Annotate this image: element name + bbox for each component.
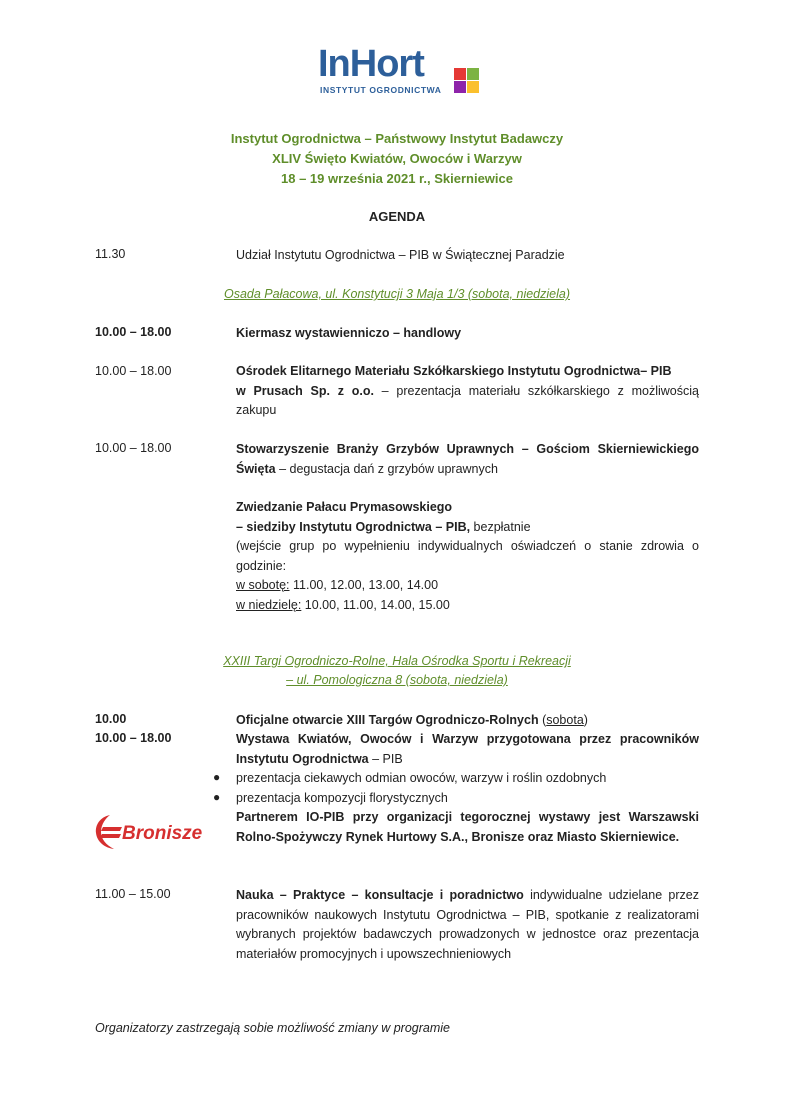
footer-note: Organizatorzy zastrzegają sobie możliwość zmiany w programie [95, 1021, 450, 1035]
item6-rest: – PIB [368, 751, 403, 766]
inhort-logo [318, 44, 488, 100]
item4-sat-hours: 11.00, 12.00, 13.00, 14.00 [289, 578, 439, 592]
bronisze-text: Bronisze [122, 823, 203, 844]
item5-paren-close: ) [583, 713, 588, 727]
item5-paren-open: ( [538, 713, 547, 727]
logo-subtitle: INSTYTUT OGRODNICTWA [320, 85, 442, 95]
item6-bold: Wystawa Kwiatów, Owoców i Warzyw przygotowana przez pracowników Instytutu Ogrodnictwa [236, 732, 699, 766]
item5-text [236, 711, 699, 731]
item6-partner: Partnerem IO-PIB przy organizacji tegorocznej wystawy jest Warszawski Rolno-Spożywczy Rynek Hurtowy S.A., Bronisze oraz Miasto Skierniewice. [236, 810, 699, 844]
item3-time: 10.00 – 18.00 [95, 441, 172, 455]
item7-bold: Nauka – Praktyce – konsultacje i poradnictwo [236, 888, 524, 902]
bullet-icon: ● [213, 770, 221, 784]
item1-text: Kiermasz wystawienniczo – handlowy [236, 326, 462, 340]
agenda-title: AGENDA [368, 209, 426, 224]
item7-time: 11.00 – 15.00 [95, 887, 171, 901]
item2-bold-line2: w Prusach Sp. z o.o. [236, 383, 374, 398]
item5-time: 10.00 [95, 712, 127, 726]
logo-squares-icon [454, 68, 480, 94]
item2-text [236, 362, 699, 421]
item0-text: Udział Instytutu Ogrodnictwa – PIB w Świątecznej Paradzie [236, 248, 565, 262]
item5-day: sobota [546, 713, 584, 727]
bullet-icon: ● [213, 790, 221, 804]
item4-line3: (wejście grup po wypełnieniu indywidualnych oświadczeń o stanie zdrowia o godzinie: [236, 539, 699, 573]
location2-line2: – ul. Pomologiczna 8 (sobota, niedziela) [286, 673, 508, 687]
item6-bullet-2: prezentacja kompozycji florystycznych [236, 791, 448, 805]
item2-time: 10.00 – 18.00 [95, 364, 172, 378]
item4-sat-label: w sobotę: [236, 578, 290, 592]
item2-bold-line1: Ośrodek Elitarnego Materiału Szkółkarskiego Instytutu Ogrodnictwa– PIB [236, 364, 672, 378]
bronisze-logo [94, 812, 220, 852]
item6-time: 10.00 – 18.00 [95, 731, 172, 745]
item3-text [236, 440, 699, 479]
item7-text [236, 886, 699, 964]
item2-rest: – prezentacja materiału szkółkarskiego z możliwością zakupu [236, 383, 699, 417]
item4-text [236, 498, 699, 615]
item4-sun-label: w niedzielę: [236, 597, 302, 612]
item3-rest: – degustacja dań z grzybów uprawnych [275, 461, 498, 476]
item7-rest: indywidualne udzielane przez pracowników naukowych Instytutu Ogrodnictwa – PIB, spotkanie z realizatorami wybranych projektów badawczych prowadzonych w jednostce oraz prezentacja materiałów promocyjnych i upowszechnieniowych [236, 888, 699, 961]
item4-sun-hours: 10.00, 11.00, 14.00, 15.00 [301, 597, 450, 612]
header-line1: Instytut Ogrodnictwa – Państwowy Instytut Badawczy [230, 131, 564, 146]
item0-time: 11.30 [95, 247, 126, 261]
item5-bold: Oficjalne otwarcie XIII Targów Ogrodniczo-Rolnych [236, 713, 539, 727]
header-line2: XLIV Święto Kwiatów, Owoców i Warzyw [272, 151, 522, 166]
item1-time: 10.00 – 18.00 [95, 325, 172, 339]
location2-line1: XXIII Targi Ogrodniczo-Rolne, Hala Ośrodka Sportu i Rekreacji [223, 654, 571, 668]
item4-bold-line2: – siedziby Instytutu Ogrodnictwa – PIB, [236, 519, 471, 534]
item6-text [236, 730, 699, 769]
item3-bold: Stowarzyszenie Branży Grzybów Uprawnych – Gościom Skierniewickiego Święta [236, 442, 699, 476]
logo-brand: InHort [318, 43, 424, 85]
item4-free: bezpłatnie [470, 519, 531, 534]
item6-bullet-1: prezentacja ciekawych odmian owoców, warzyw i roślin ozdobnych [236, 771, 607, 785]
location1: Osada Pałacowa, ul. Konstytucji 3 Maja 1/3 (sobota, niedziela) [223, 287, 571, 301]
item4-bold-line1: Zwiedzanie Pałacu Prymasowskiego [236, 500, 453, 514]
header-line3: 18 – 19 września 2021 r., Skierniewice [281, 171, 513, 186]
